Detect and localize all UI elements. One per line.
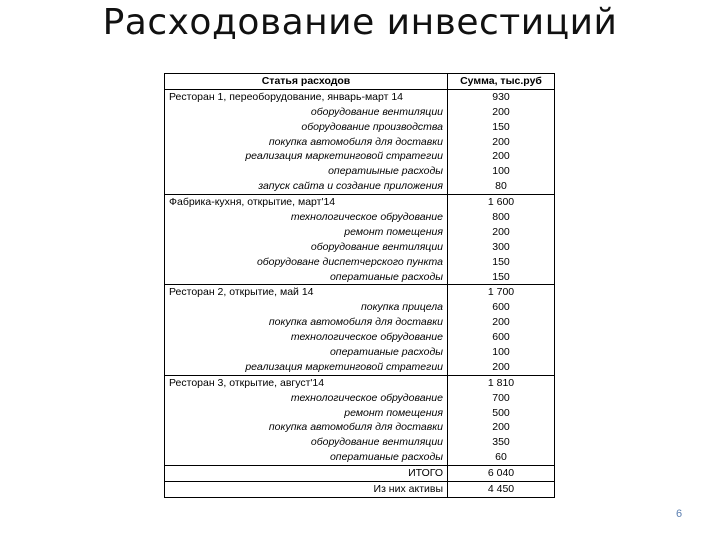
header-expense-item: Статья расходов (165, 74, 448, 90)
expense-item-cell: оборудование вентиляции (165, 240, 448, 255)
expense-item-cell: оборудоване диспетчерского пункта (165, 255, 448, 270)
table-row (165, 210, 555, 225)
amount-cell: 350 (448, 435, 555, 450)
table-row (165, 225, 555, 240)
expense-item-cell: оператианые расходы (165, 450, 448, 465)
amount-cell: 150 (448, 120, 555, 135)
expense-item-cell: оператианые расходы (165, 270, 448, 285)
table-section-row (165, 195, 555, 210)
table-body (165, 89, 555, 497)
expense-item-cell: опeратиыные расходы (165, 164, 448, 179)
amount-cell: 200 (448, 360, 555, 375)
expense-item-cell: опеpатианые расходы (165, 345, 448, 360)
expense-item-cell: Ресторан 3, открытие, август'14 (165, 375, 448, 390)
expense-item-cell: покупка прицела (165, 300, 448, 315)
expense-item-cell: реализация маркетинговой стратегии (165, 360, 448, 375)
amount-cell: 200 (448, 225, 555, 240)
amount-cell: 200 (448, 149, 555, 164)
table-row (165, 345, 555, 360)
table-row (165, 315, 555, 330)
amount-cell: 800 (448, 210, 555, 225)
expense-item-cell: ИТОГО (165, 466, 448, 482)
table-assets-row (165, 482, 555, 498)
table-row (165, 330, 555, 345)
amount-cell: 80 (448, 179, 555, 194)
table-row (165, 270, 555, 285)
expense-item-cell: оборудование вентиляции (165, 105, 448, 120)
table-section-row (165, 375, 555, 390)
table-section-row (165, 89, 555, 104)
table-row (165, 300, 555, 315)
amount-cell: 100 (448, 164, 555, 179)
expense-item-cell: покупка автомобиля для доставки (165, 420, 448, 435)
page-number: 6 (676, 508, 683, 520)
table-total-row (165, 466, 555, 482)
expense-item-cell: оборудование вентиляции (165, 435, 448, 450)
table-row (165, 420, 555, 435)
investment-table-container (164, 73, 554, 498)
amount-cell: 600 (448, 330, 555, 345)
expense-item-cell: покупка автомобиля для доставки (165, 315, 448, 330)
amount-cell: 500 (448, 406, 555, 421)
expense-item-cell: Ресторан 2, открытие, май 14 (165, 285, 448, 300)
expense-item-cell: технологическое обрудование (165, 330, 448, 345)
table-header-row (165, 74, 555, 90)
slide-title: Расходование инвестиций (102, 2, 618, 43)
header-amount: Сумма, тыс.руб (448, 74, 555, 90)
amount-cell: 150 (448, 270, 555, 285)
amount-cell: 1 700 (448, 285, 555, 300)
expense-item-cell: оборудование производства (165, 120, 448, 135)
table-row (165, 435, 555, 450)
amount-cell: 930 (448, 89, 555, 104)
table-row (165, 179, 555, 194)
amount-cell: 60 (448, 450, 555, 465)
expense-item-cell: реализация маркетинговой стратегии (165, 149, 448, 164)
table-row (165, 406, 555, 421)
expense-item-cell: Ресторан 1, переоборудование, январь-март 14 (165, 89, 448, 104)
expense-item-cell: Фабрика-кухня, открытие, март'14 (165, 195, 448, 210)
table-row (165, 164, 555, 179)
table-section-row (165, 285, 555, 300)
expense-item-cell: технологическое обрудование (165, 391, 448, 406)
amount-cell: 200 (448, 135, 555, 150)
expense-item-cell: покупка автомобиля для доставки (165, 135, 448, 150)
amount-cell: 1 810 (448, 375, 555, 390)
amount-cell: 200 (448, 420, 555, 435)
table-row (165, 255, 555, 270)
table-row (165, 450, 555, 465)
investment-table (164, 73, 555, 498)
amount-cell: 100 (448, 345, 555, 360)
table-row (165, 149, 555, 164)
table-row (165, 120, 555, 135)
table-row (165, 360, 555, 375)
amount-cell: 300 (448, 240, 555, 255)
amount-cell: 200 (448, 105, 555, 120)
amount-cell: 150 (448, 255, 555, 270)
expense-item-cell: технологическое обрудование (165, 210, 448, 225)
amount-cell: 1 600 (448, 195, 555, 210)
table-row (165, 135, 555, 150)
amount-cell: 700 (448, 391, 555, 406)
table-row (165, 391, 555, 406)
expense-item-cell: ремонт помещения (165, 225, 448, 240)
expense-item-cell: запуск сайта и создание приложения (165, 179, 448, 194)
table-row (165, 105, 555, 120)
amount-cell: 200 (448, 315, 555, 330)
amount-cell: 6 040 (448, 466, 555, 482)
amount-cell: 600 (448, 300, 555, 315)
expense-item-cell: ремонт помещения (165, 406, 448, 421)
table-row (165, 240, 555, 255)
expense-item-cell: Из них активы (165, 482, 448, 498)
amount-cell: 4 450 (448, 482, 555, 498)
